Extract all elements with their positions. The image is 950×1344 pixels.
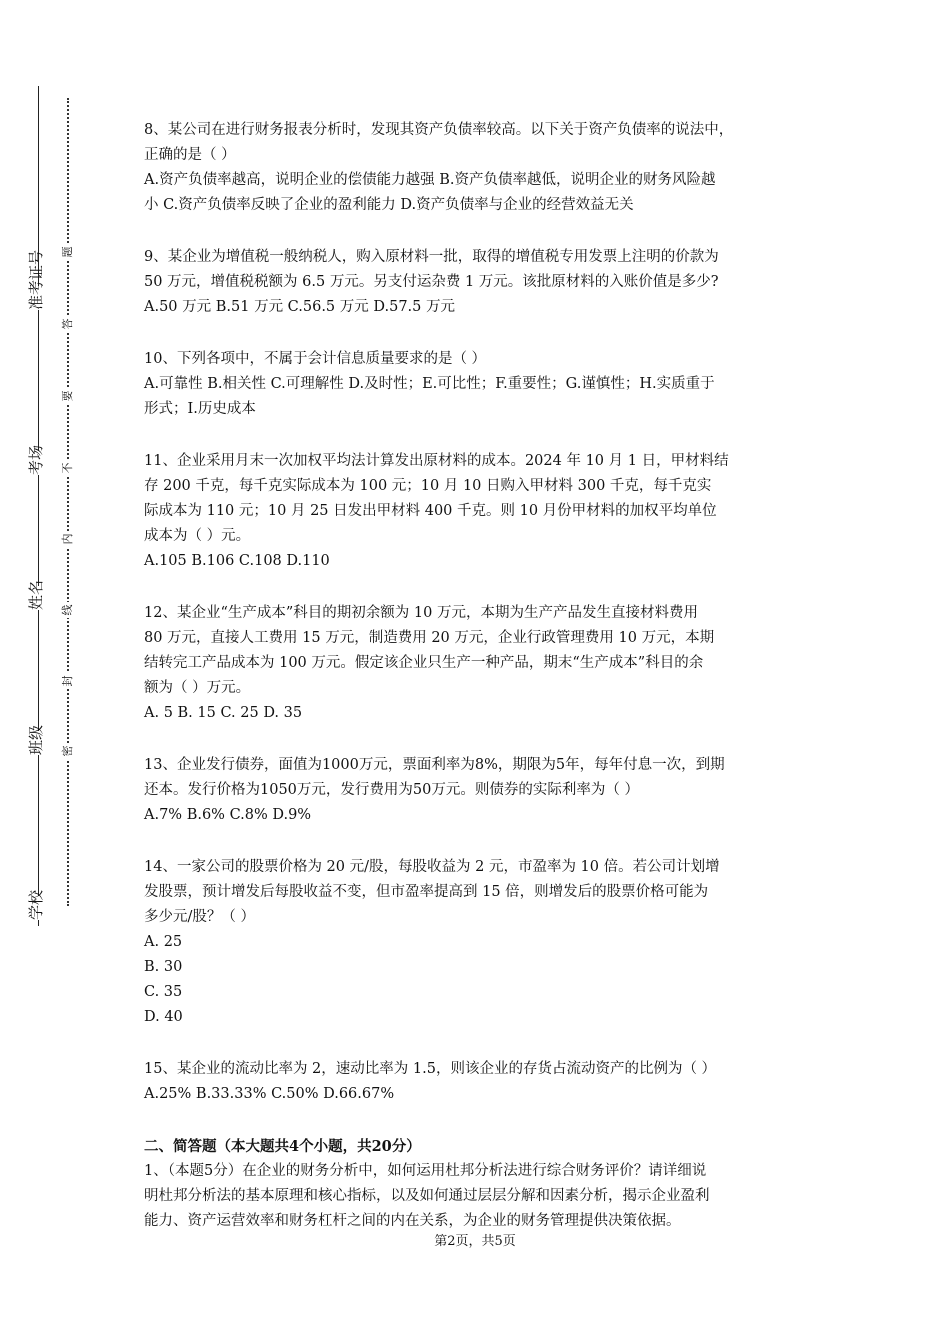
seal-char: 密 bbox=[62, 743, 74, 759]
question-8 bbox=[144, 118, 816, 218]
question-line: A.25% B.33.33% C.50% D.66.67% bbox=[144, 1086, 395, 1102]
question-line: 存 200 千克，每千克实际成本为 100 元；10 月 10 日购入甲材料 300 千克，每千克实 bbox=[144, 478, 712, 494]
question-line: 14、一家公司的股票价格为 20 元/股，每股收益为 2 元，市盈率为 10 倍。若公司计划增 bbox=[144, 859, 720, 875]
question-line: 小 C.资产负债率反映了企业的盈利能力 D.资产负债率与企业的经营效益无关 bbox=[144, 197, 634, 213]
exam-room-label: 考场 bbox=[27, 444, 45, 475]
question-line: 9、某企业为增值税一般纳税人，购入原材料一批，取得的增值税专用发票上注明的价款为 bbox=[144, 249, 719, 265]
question-line: 8、某公司在进行财务报表分析时，发现其资产负债率较高。以下关于资产负债率的说法中， bbox=[144, 122, 734, 138]
seal-char: 答 bbox=[62, 316, 74, 332]
question-line: 50 万元，增值税税额为 6.5 万元。另支付运杂费 1 万元。该批原材料的入账价值是多少? bbox=[144, 274, 719, 290]
question-line: 还本。发行价格为1050万元，发行费用为50万元。则债券的实际利率为（ ） bbox=[144, 782, 639, 798]
question-line: A. 5 B. 15 C. 25 D. 35 bbox=[144, 705, 303, 721]
seal-char: 不 bbox=[62, 460, 74, 476]
question-line: 13、企业发行债券，面值为1000万元，票面利率为8%，期限为5年，每年付息一次，到期 bbox=[144, 757, 725, 773]
question-line: 成本为（ ）元。 bbox=[144, 528, 251, 544]
admission-number-label: 准考证号 bbox=[27, 249, 45, 310]
question-line: 结转完工产品成本为 100 万元。假定该企业只生产一种产品，期末“生产成本”科目的余 bbox=[144, 655, 704, 671]
question-9 bbox=[144, 245, 816, 320]
question-12 bbox=[144, 601, 816, 726]
short-answer-section bbox=[144, 1134, 816, 1234]
question-15 bbox=[144, 1057, 816, 1107]
class-label: 班级 bbox=[27, 724, 45, 755]
question-line: 15、某企业的流动比率为 2，速动比率为 1.5，则该企业的存货占流动资产的比例为（ ） bbox=[144, 1061, 717, 1077]
question-line: A.7% B.6% C.8% D.9% bbox=[144, 807, 312, 823]
question-14 bbox=[144, 855, 816, 1030]
binding-line bbox=[38, 86, 39, 926]
essay-line: 1、（本题5分）在企业的财务分析中，如何运用杜邦分析法进行综合财务评价？请详细说 bbox=[144, 1163, 707, 1179]
question-line: D. 40 bbox=[144, 1009, 183, 1025]
question-line: 10、下列各项中，不属于会计信息质量要求的是（ ） bbox=[144, 351, 487, 367]
seal-char: 内 bbox=[62, 531, 74, 547]
question-line: A.资产负债率越高，说明企业的偿债能力越强 B.资产负债率越低，说明企业的财务风险越 bbox=[144, 172, 716, 188]
question-line: 额为（ ）万元。 bbox=[144, 680, 251, 696]
question-line: A.可靠性 B.相关性 C.可理解性 D.及时性；E.可比性；F.重要性；G.谨慎性；H.实质重于 bbox=[144, 376, 715, 392]
question-line: 形式；I.历史成本 bbox=[144, 401, 256, 417]
question-line: 11、企业采用月末一次加权平均法计算发出原材料的成本。2024 年 10 月 1 日，甲材料结 bbox=[144, 453, 729, 469]
page-footer: 第2页，共5页 bbox=[434, 1234, 516, 1249]
seal-char: 线 bbox=[62, 602, 74, 618]
question-line: 多少元/股？（ ） bbox=[144, 909, 255, 925]
question-line: B. 30 bbox=[144, 959, 183, 975]
question-13 bbox=[144, 753, 816, 828]
name-label: 姓名 bbox=[27, 579, 45, 610]
essay-line: 能力、资产运营效率和财务杠杆之间的内在关系，为企业的财务管理提供决策依据。 bbox=[144, 1213, 681, 1229]
question-line: A.105 B.106 C.108 D.110 bbox=[144, 553, 330, 569]
question-line: 80 万元，直接人工费用 15 万元，制造费用 20 万元，企业行政管理费用 10 万元，本期 bbox=[144, 630, 715, 646]
seal-dotted-line bbox=[67, 98, 69, 906]
question-list bbox=[144, 118, 816, 1107]
question-line: A.50 万元 B.51 万元 C.56.5 万元 D.57.5 万元 bbox=[144, 299, 455, 315]
seal-char: 要 bbox=[62, 388, 74, 404]
question-line: 12、某企业“生产成本”科目的期初余额为 10 万元，本期为生产产品发生直接材料费用 bbox=[144, 605, 698, 621]
question-line: 际成本为 110 元；10 月 25 日发出甲材料 400 千克。则 10 月份甲材料的加权平均单位 bbox=[144, 503, 717, 519]
question-10 bbox=[144, 347, 816, 422]
question-line: A. 25 bbox=[144, 934, 183, 950]
school-label: 学校 bbox=[27, 889, 45, 920]
question-line: 正确的是（ ） bbox=[144, 147, 236, 163]
seal-char: 封 bbox=[62, 673, 74, 689]
seal-char: 题 bbox=[62, 244, 74, 260]
question-11 bbox=[144, 449, 816, 574]
essay-line: 明杜邦分析法的基本原理和核心指标，以及如何通过层层分解和因素分析，揭示企业盈利 bbox=[144, 1188, 710, 1204]
question-line: 发股票，预计增发后每股收益不变，但市盈率提高到 15 倍，则增发后的股票价格可能为 bbox=[144, 884, 709, 900]
question-line: C. 35 bbox=[144, 984, 183, 1000]
exam-content bbox=[144, 118, 816, 1234]
section-title: 二、简答题（本大题共4个小题，共20分） bbox=[144, 1138, 421, 1155]
